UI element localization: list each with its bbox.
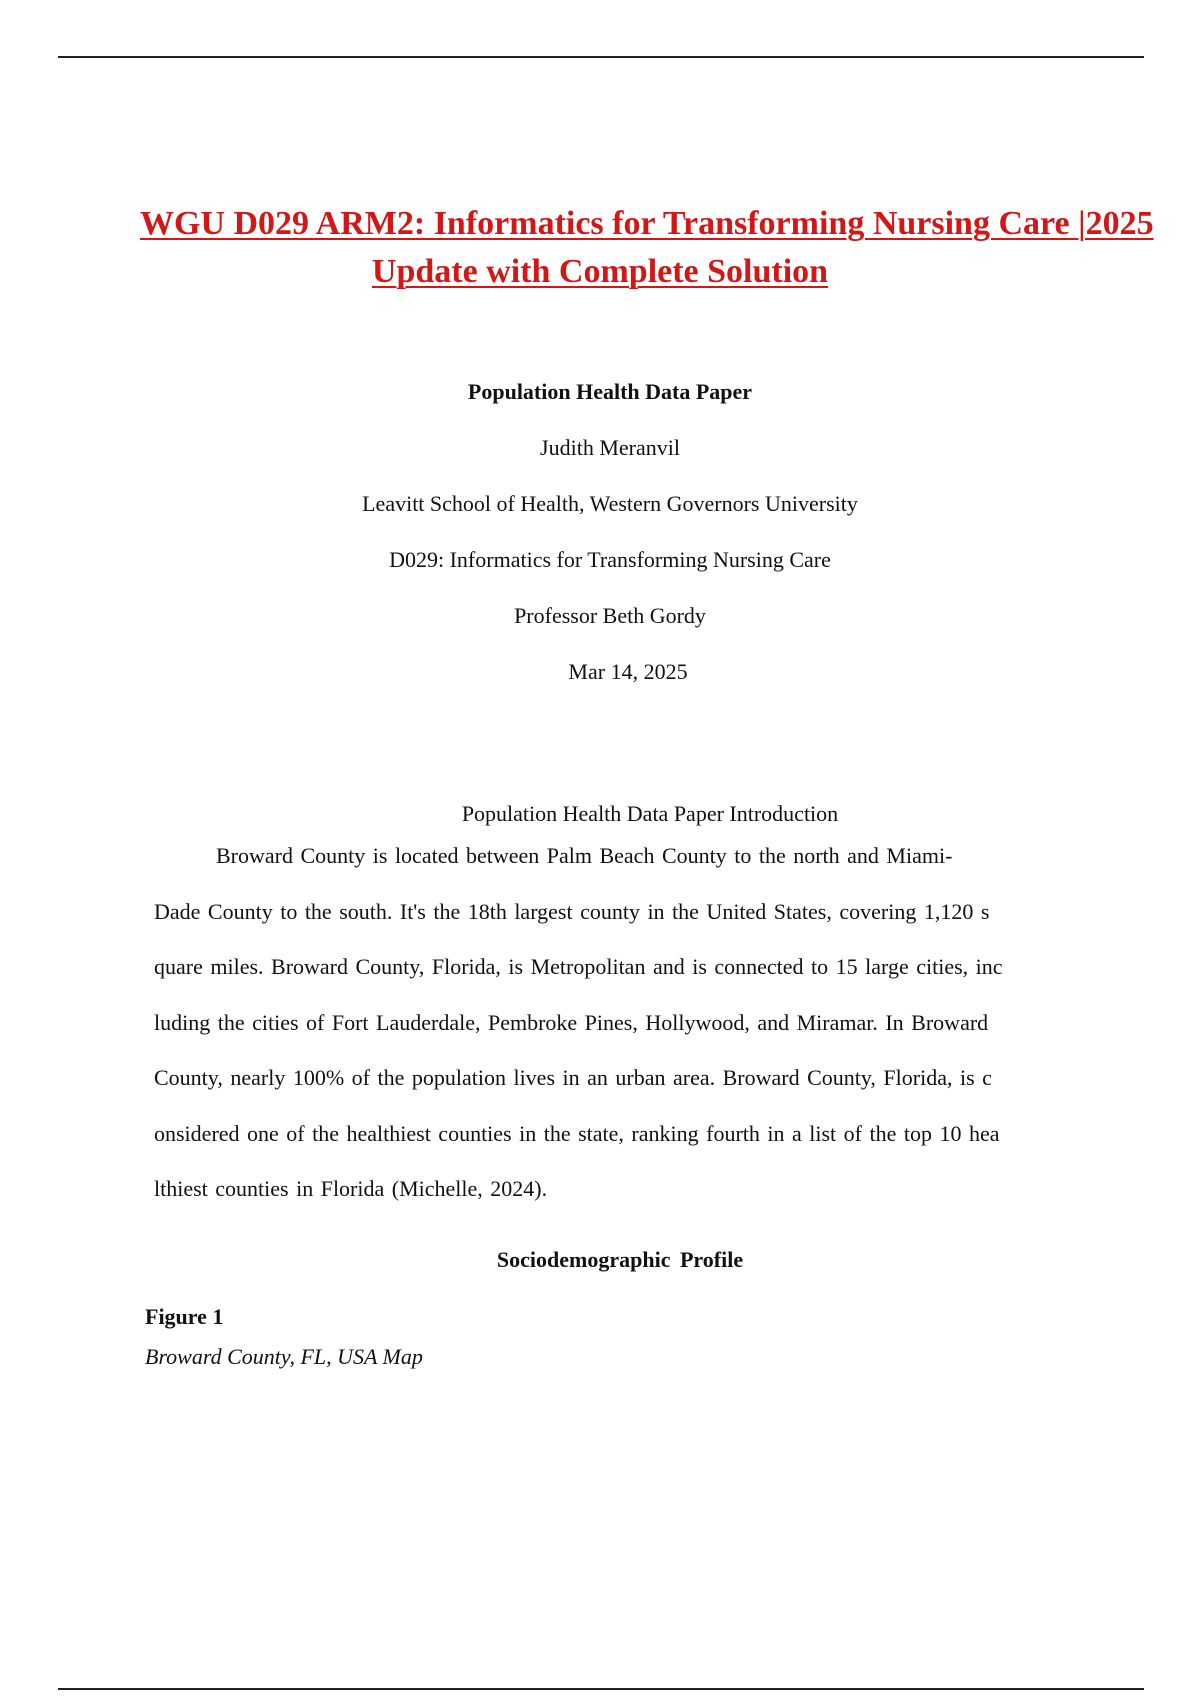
sociodemographic-heading: Sociodemographic Profile [496,1247,744,1272]
paragraph-line: lthiest counties in Florida (Michelle, 2024). [154,1176,548,1201]
paper-date: Mar 14, 2025 [568,659,688,684]
figure-label: Figure 1 [145,1304,224,1329]
introduction-paragraph [154,828,1084,1217]
paper-title: Population Health Data Paper [467,379,753,404]
paragraph-line: luding the cities of Fort Lauderdale, Pembroke Pines, Hollywood, and Miramar. In Broward [154,1009,989,1035]
title-line-1: WGU D029 ARM2: Informatics for Transforming Nursing Care |2025 [140,205,1154,242]
paragraph-line: Dade County to the south. It's the 18th largest county in the United States, covering 1,120 s [154,898,990,924]
institution: Leavitt School of Health, Western Governors University [362,491,858,516]
professor-name: Professor Beth Gordy [514,603,706,628]
paragraph-line: onsidered one of the healthiest counties in the state, ranking fourth in a list of the top 10 hea [154,1120,1000,1146]
document-title [80,200,1154,296]
paragraph-line: quare miles. Broward County, Florida, is Metropolitan and is connected to 15 large cities, inc [154,954,1003,979]
title-line-2: Update with Complete Solution [371,253,829,290]
cover-block [200,378,1020,714]
course-name: D029: Informatics for Transforming Nursing Care [389,547,831,572]
figure-caption: Broward County, FL, USA Map [145,1344,423,1369]
paragraph-line: Broward County is located between Palm Beach County to the north and Miami- [216,843,953,868]
top-rule [58,56,1144,58]
introduction-heading: Population Health Data Paper Introduction [461,801,839,826]
author-name: Judith Meranvil [540,435,680,460]
bottom-rule [58,1688,1144,1690]
paragraph-line: County, nearly 100% of the population lives in an urban area. Broward County, Florida, is c [154,1065,992,1090]
